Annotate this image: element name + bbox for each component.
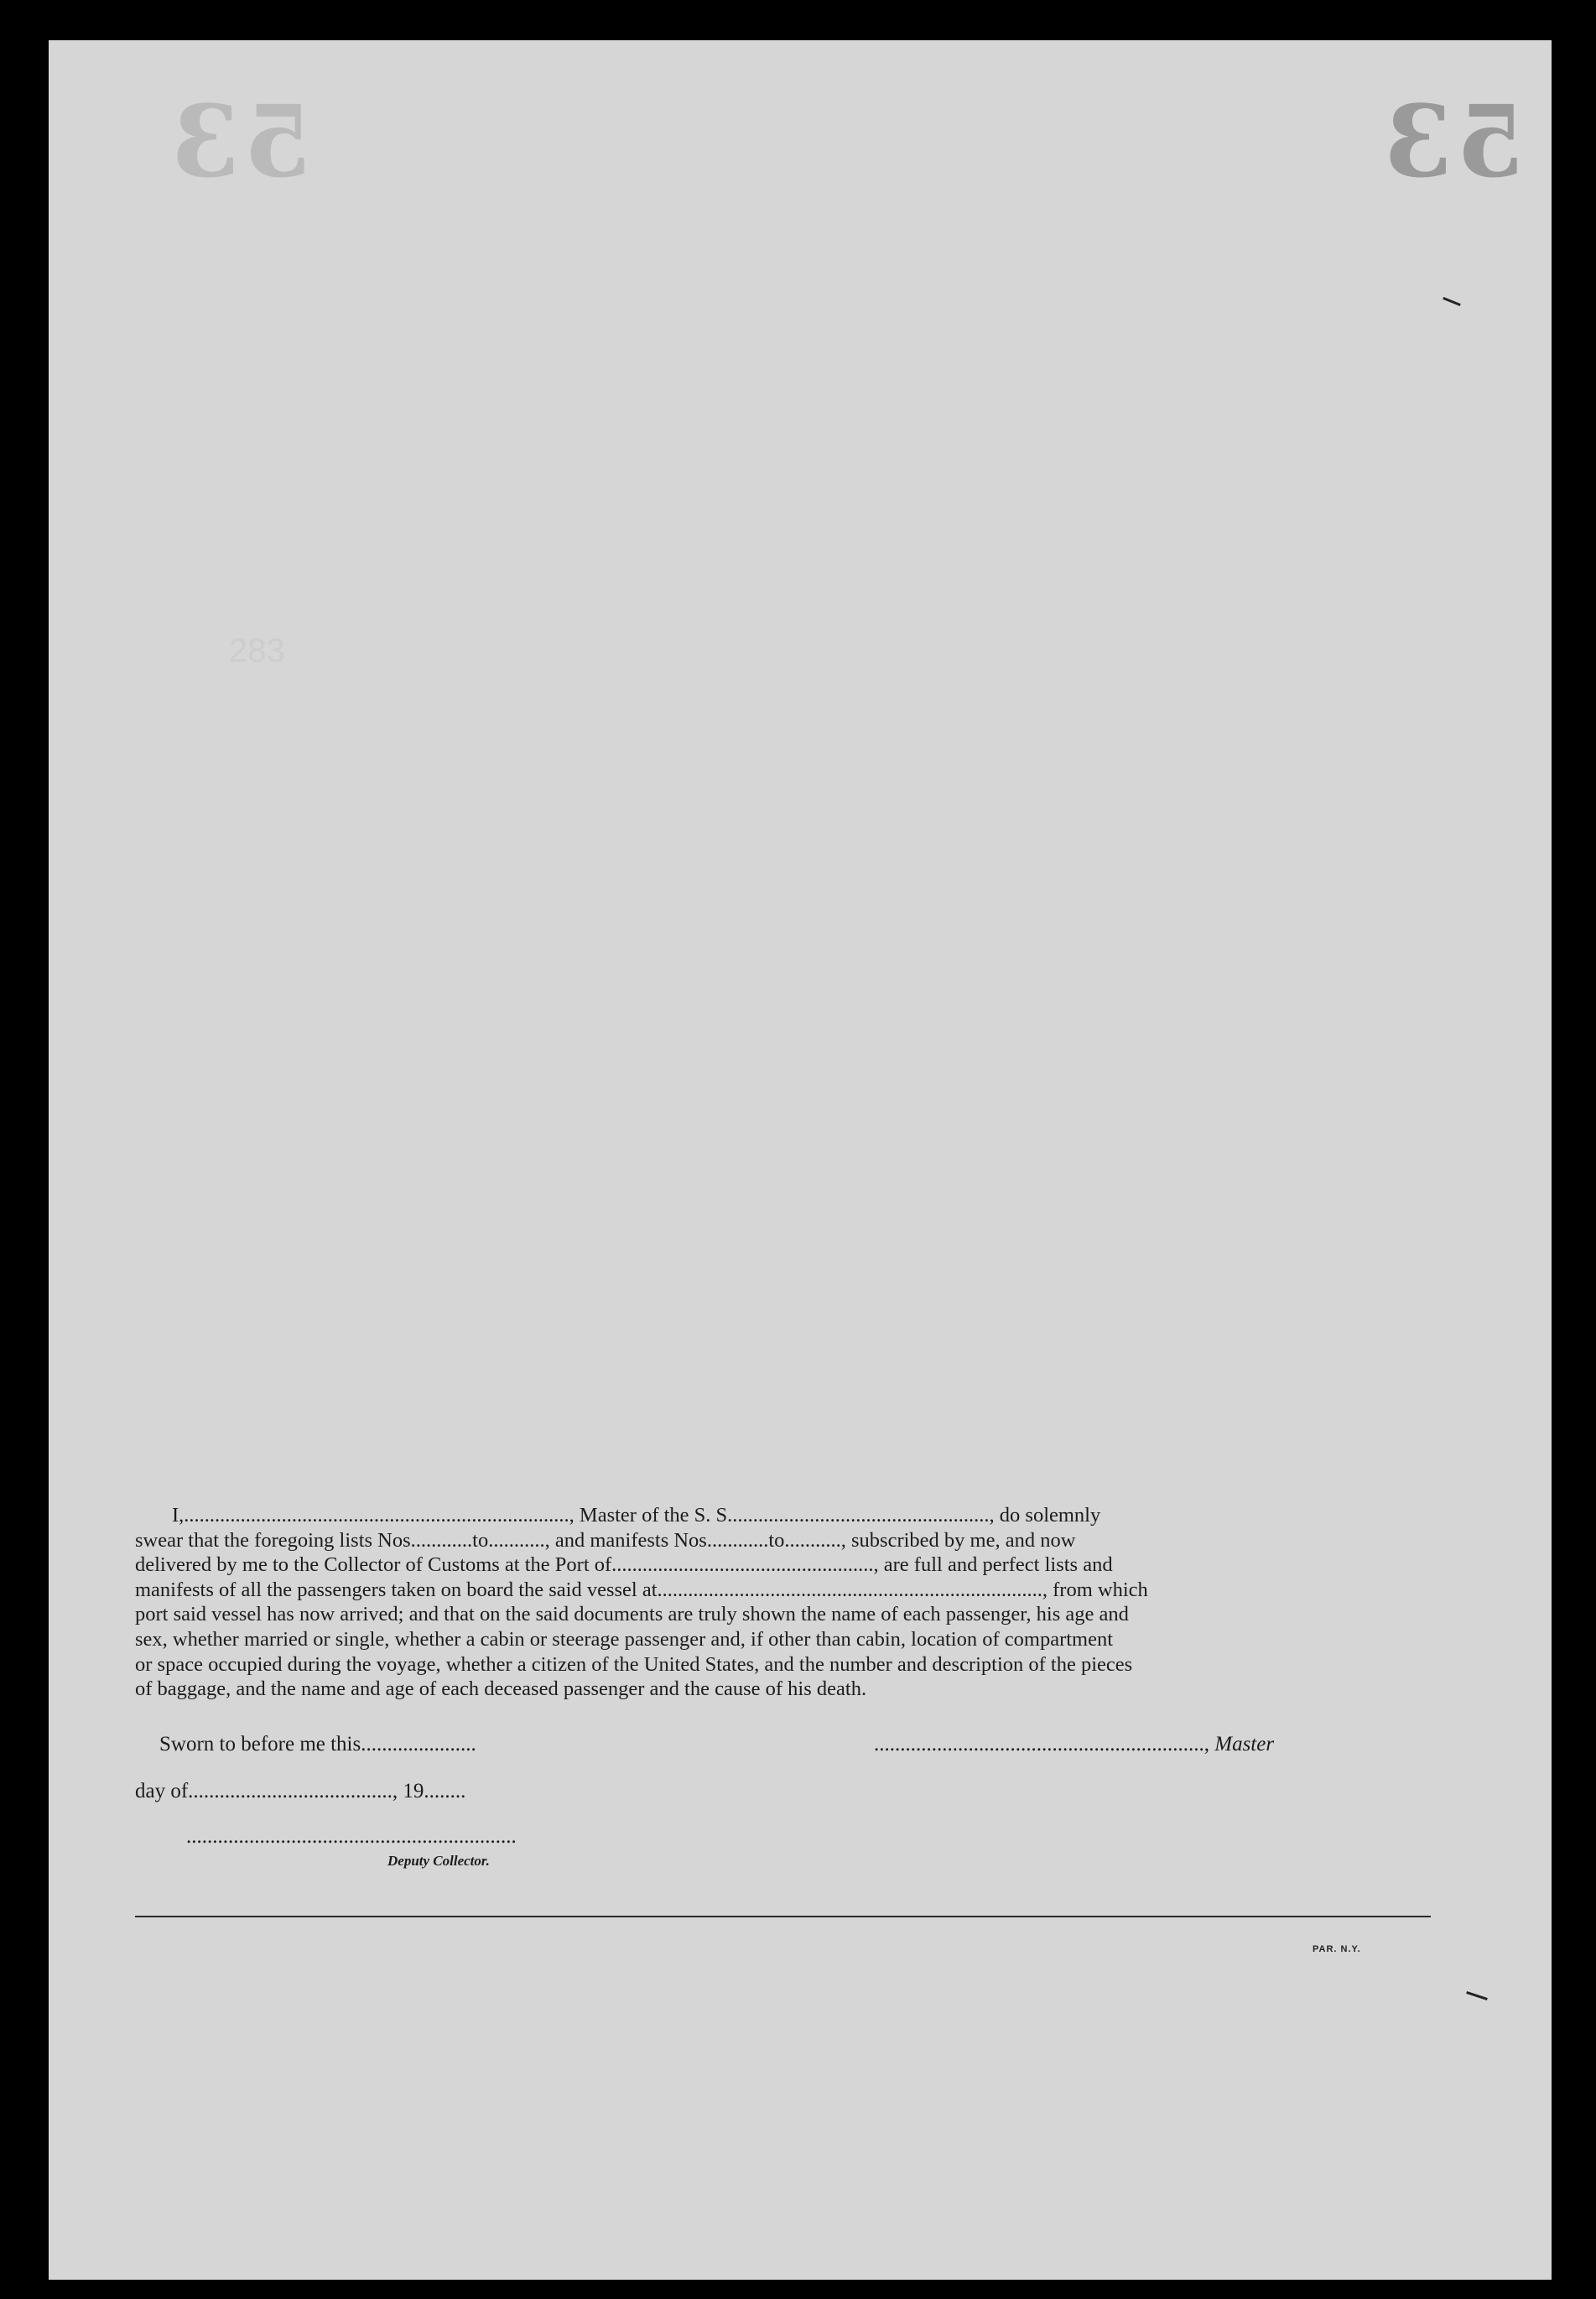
- day-of-line: day of......................................., 19........: [135, 1780, 466, 1802]
- horizontal-rule: [135, 1916, 1431, 1917]
- master-label: Master: [1214, 1733, 1275, 1755]
- faint-mark: 283: [229, 632, 285, 669]
- deputy-collector-label: Deputy Collector.: [387, 1853, 490, 1869]
- oath-paragraph: I,..........................................................................., Master of the S. S..................................................., do solemnly swear that the foregoing lists Nos............to..........., and manifests Nos............to..........., subscribed by me, and now delivered by me to the Collector of Customs at the Port of..................................................., are full and perfect lists and manifests of all the passengers taken on board the said vessel at..........................................................................., from which port said vessel has now arrived; and that on the said documents are truly shown the name of each passenger, his age and sex, whether married or single, whether a cabin or steerage passenger and, if other than cabin, location of compartment or space occupied during the voyage, whether a citizen of the United States, and the number and description of the pieces of baggage, and the name and age of each deceased passenger and the cause of his death.: [135, 1504, 1148, 1701]
- page-number-stamp-right: 53: [1380, 83, 1526, 200]
- sworn-before-line: Sworn to before me this......................: [159, 1733, 476, 1755]
- deputy-signature-dots: ...............................................................: [186, 1825, 517, 1848]
- page-number-stamp-left: 53: [168, 83, 313, 200]
- master-signature-line: [874, 1733, 1274, 1756]
- printer-mark: PAR. N.Y.: [1313, 1944, 1361, 1954]
- master-signature-dots: ...............................................................,: [874, 1733, 1209, 1755]
